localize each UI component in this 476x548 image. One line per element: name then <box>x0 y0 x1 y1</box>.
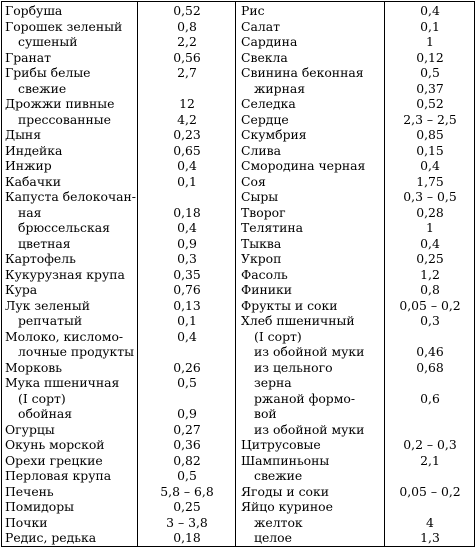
content-value: 0,37 <box>416 80 444 96</box>
table-row <box>5 360 233 375</box>
table-row <box>5 329 233 344</box>
content-value: 0,52 <box>173 3 201 18</box>
content-value: 0,26 <box>173 359 201 375</box>
food-name: Горбуша <box>5 3 63 18</box>
table-row <box>241 329 473 344</box>
food-name: Картофель <box>5 251 76 266</box>
content-value: 0,6 <box>420 390 440 406</box>
table-row <box>241 267 473 282</box>
content-value: 0,8 <box>177 18 197 34</box>
table-row <box>241 50 473 65</box>
food-name: Печень <box>5 483 54 499</box>
content-value: 0,5 <box>177 468 197 483</box>
food-name: желток <box>254 514 303 530</box>
content-value: 0,4 <box>177 158 197 173</box>
table-row <box>5 530 233 545</box>
content-value: 0,82 <box>173 452 201 468</box>
content-value: 0,35 <box>173 266 201 282</box>
table-row <box>241 34 473 49</box>
food-name: Морковь <box>5 359 63 375</box>
content-value: 0,1 <box>177 313 197 328</box>
food-name: Тыква <box>241 235 282 251</box>
food-name: Гранат <box>5 49 52 65</box>
food-name: Свекла <box>241 49 288 65</box>
content-value: 2,1 <box>420 452 440 468</box>
content-value: 0,68 <box>416 359 444 375</box>
content-value: 0,9 <box>177 235 197 251</box>
food-name: цветная <box>18 235 71 251</box>
food-name: Ягоды и соки <box>241 483 329 499</box>
food-name: Слива <box>241 142 281 158</box>
table-row <box>241 143 473 158</box>
table-row <box>5 515 233 530</box>
content-value: 0,3 – 0,5 <box>403 189 457 204</box>
food-name: Горошек зеленый <box>5 18 123 34</box>
table-row <box>5 127 233 142</box>
food-name: из обойной муки <box>254 421 365 437</box>
table-row <box>241 251 473 266</box>
table-row <box>241 391 473 406</box>
column-divider <box>235 2 236 546</box>
content-value: 1 <box>426 220 434 235</box>
food-name: Соя <box>241 173 266 189</box>
content-value: 0,25 <box>416 251 444 266</box>
table-row <box>241 3 473 18</box>
food-name: из обойной муки <box>254 344 365 359</box>
content-value: 0,52 <box>416 96 444 111</box>
food-name: Дыня <box>5 127 42 142</box>
content-value: 1 <box>426 34 434 49</box>
food-name: Смородина черная <box>241 158 366 173</box>
table-row <box>5 499 233 514</box>
content-value: 3 – 3,8 <box>166 514 208 530</box>
table-row <box>241 515 473 530</box>
table-row <box>5 19 233 34</box>
content-value: 0,9 <box>177 406 197 421</box>
table-row <box>5 344 233 359</box>
content-value: 12 <box>179 96 195 111</box>
content-value: 4,2 <box>177 111 197 127</box>
food-name: ржаной формо- <box>254 390 356 406</box>
food-name: Орехи грецкие <box>5 452 103 468</box>
food-name: Финики <box>241 282 293 297</box>
content-value: 1,75 <box>416 173 444 189</box>
content-value: 0,2 – 0,3 <box>403 437 457 452</box>
table-row <box>5 174 233 189</box>
table-row <box>5 96 233 111</box>
left-column <box>5 2 233 546</box>
table-row <box>5 65 233 80</box>
content-value: 0,5 <box>420 65 440 80</box>
food-name: Кукурузная крупа <box>5 266 125 282</box>
table-row <box>241 313 473 328</box>
table-row <box>5 143 233 158</box>
table-row <box>5 453 233 468</box>
food-name: репчатый <box>18 313 83 328</box>
content-value: 0,18 <box>173 530 201 545</box>
content-value: 0,36 <box>173 437 201 452</box>
content-value: 2,2 <box>177 34 197 49</box>
content-value: 0,12 <box>416 49 444 65</box>
table-row <box>241 81 473 96</box>
food-name: Селедка <box>241 96 296 111</box>
content-value: 0,4 <box>177 220 197 235</box>
food-name: вой <box>254 406 277 421</box>
table-row <box>5 112 233 127</box>
table-row <box>241 375 473 390</box>
food-name: Фрукты и соки <box>241 297 338 313</box>
content-value: 0,15 <box>416 142 444 158</box>
food-name: Редис, редька <box>5 530 97 545</box>
food-name: Сыры <box>241 189 279 204</box>
table-row <box>5 406 233 421</box>
food-name: Фасоль <box>241 266 288 282</box>
table-row <box>5 34 233 49</box>
food-name: (I сорт) <box>254 328 302 344</box>
table-row <box>5 205 233 220</box>
food-name: Инжир <box>5 158 52 173</box>
food-name: Телятина <box>241 220 304 235</box>
table-row <box>241 453 473 468</box>
content-value: 0,4 <box>420 3 440 18</box>
table-row <box>241 19 473 34</box>
content-value: 0,1 <box>177 173 197 189</box>
content-value: 0,27 <box>173 421 201 437</box>
food-name: Рис <box>241 3 265 18</box>
food-name: Творог <box>241 204 286 220</box>
table-row <box>241 422 473 437</box>
food-name: свежие <box>18 80 67 96</box>
food-name: жирная <box>254 80 306 96</box>
content-value: 0,3 <box>420 313 440 328</box>
content-value: 0,25 <box>173 499 201 514</box>
food-name: Салат <box>241 18 280 34</box>
food-name: Капуста белокочан- <box>5 189 136 204</box>
table-row <box>241 298 473 313</box>
table-row <box>241 484 473 499</box>
food-name: Кабачки <box>5 173 62 189</box>
food-name: (I сорт) <box>18 390 66 406</box>
content-value: 0,1 <box>420 18 440 34</box>
food-name: Помидоры <box>5 499 75 514</box>
content-value: 0,28 <box>416 204 444 220</box>
table-row <box>5 391 233 406</box>
content-value: 0,4 <box>420 158 440 173</box>
table-row <box>241 220 473 235</box>
food-name: сушеный <box>18 34 78 49</box>
food-name: Укроп <box>241 251 282 266</box>
food-name: из цельного <box>254 359 333 375</box>
food-name: Огурцы <box>5 421 55 437</box>
content-value: 2,3 – 2,5 <box>403 111 457 127</box>
food-name: Мука пшеничная <box>5 375 120 390</box>
table-row <box>5 375 233 390</box>
table-row <box>5 484 233 499</box>
food-name: Сардина <box>241 34 298 49</box>
food-name: Цитрусовые <box>241 437 321 452</box>
table-row <box>241 468 473 483</box>
food-name: ная <box>18 204 42 220</box>
table-row <box>241 158 473 173</box>
food-name: Яйцо куриное <box>241 499 333 514</box>
food-name: Индейка <box>5 142 63 158</box>
food-name: Лук зеленый <box>5 297 90 313</box>
food-name: Свинина беконная <box>241 65 364 80</box>
food-name: Скумбрия <box>241 127 307 142</box>
table-row <box>5 437 233 452</box>
table-row <box>5 267 233 282</box>
content-value: 1,2 <box>420 266 440 282</box>
table-row <box>5 236 233 251</box>
content-value: 0,85 <box>416 127 444 142</box>
content-value: 0,46 <box>416 344 444 359</box>
table-row <box>241 96 473 111</box>
food-name: Кура <box>5 282 38 297</box>
nutrient-content-table <box>1 1 475 547</box>
table-row <box>241 406 473 421</box>
food-name: Сердце <box>241 111 289 127</box>
content-value: 0,4 <box>177 328 197 344</box>
content-value: 0,05 – 0,2 <box>399 297 461 313</box>
food-name: целое <box>254 530 292 545</box>
content-value: 0,18 <box>173 204 201 220</box>
content-value: 0,5 <box>177 375 197 390</box>
content-value: 5,8 – 6,8 <box>160 483 214 499</box>
content-value: 0,65 <box>173 142 201 158</box>
table-row <box>5 313 233 328</box>
right-column <box>241 2 473 546</box>
table-row <box>5 468 233 483</box>
food-name: свежие <box>254 468 303 483</box>
table-row <box>5 251 233 266</box>
table-row <box>241 112 473 127</box>
table-row <box>241 174 473 189</box>
content-value: 0,05 – 0,2 <box>399 483 461 499</box>
table-row <box>5 3 233 18</box>
table-row <box>5 220 233 235</box>
food-name: Грибы белые <box>5 65 91 80</box>
content-value: 0,13 <box>173 297 201 313</box>
content-value: 0,3 <box>177 251 197 266</box>
food-name: Дрожжи пивные <box>5 96 115 111</box>
table-row <box>241 282 473 297</box>
table-row <box>241 65 473 80</box>
content-value: 0,56 <box>173 49 201 65</box>
table-row <box>241 205 473 220</box>
table-row <box>241 189 473 204</box>
table-row <box>241 437 473 452</box>
table-row <box>5 298 233 313</box>
table-row <box>241 344 473 359</box>
food-name: Окунь морской <box>5 437 105 452</box>
content-value: 1,3 <box>420 530 440 545</box>
table-row <box>5 81 233 96</box>
food-name: брюссельская <box>18 220 110 235</box>
content-value: 0,23 <box>173 127 201 142</box>
table-row <box>241 236 473 251</box>
content-value: 2,7 <box>177 65 197 80</box>
food-name: лочные продукты <box>18 344 134 359</box>
table-row <box>5 50 233 65</box>
table-row <box>241 530 473 545</box>
table-row <box>241 499 473 514</box>
content-value: 0,76 <box>173 282 201 297</box>
table-row <box>241 360 473 375</box>
content-value: 0,4 <box>420 235 440 251</box>
food-name: обойная <box>18 406 73 421</box>
content-value: 0,8 <box>420 282 440 297</box>
food-name: зерна <box>254 375 292 390</box>
food-name: прессованные <box>18 111 111 127</box>
food-name: Хлеб пшеничный <box>241 313 355 328</box>
table-row <box>5 189 233 204</box>
food-name: Перловая крупа <box>5 468 112 483</box>
table-row <box>241 127 473 142</box>
food-name: Почки <box>5 514 48 530</box>
content-value: 4 <box>426 514 434 530</box>
table-row <box>5 158 233 173</box>
food-name: Молоко, кисломо- <box>5 328 124 344</box>
table-row <box>5 282 233 297</box>
food-name: Шампиньоны <box>241 452 330 468</box>
table-row <box>5 422 233 437</box>
